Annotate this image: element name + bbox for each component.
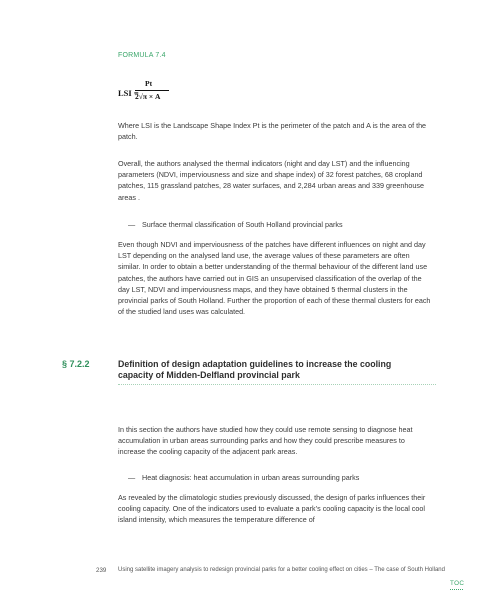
- paragraph-ndvi-imperviousness: Even though NDVI and imperviousness of the patches have different influences on night and day LST depending on the analysed land use, the average values of these parameters are often similar. In order to obtain a better understanding of the thermal behaviour of the different land use patches, the authors have carried out in GIS an unsupervised classification of the overlap of the day LST, NDVI and imperviousness maps, and they have obtained 5 thermal clusters in the provincial parks of South Holland. Further the proportion of each of these thermal clusters for each of the studied land uses was calculated.: [118, 240, 431, 317]
- bullet-dash: —: [128, 220, 136, 229]
- section-title: Definition of design adaptation guidelines to increase the cooling capacity of Midden-Delfland provincial park: [118, 359, 392, 380]
- bullet-text: Heat diagnosis: heat accumulation in urban areas surrounding parks: [142, 473, 360, 482]
- paragraph-climatologic-studies: As revealed by the climatologic studies previously discussed, the design of parks influences their cooling capacity. One of the indicators used to evaluate a park’s cooling capacity is the local cool island intensity, which measures the temperature difference of: [118, 493, 426, 525]
- bullet-heat-diagnosis: [128, 472, 428, 483]
- lsi-formula: [118, 79, 198, 109]
- formula-fraction-bar: [135, 90, 169, 91]
- toc-underline: [450, 589, 463, 590]
- bullet-text: Surface thermal classification of South Holland provincial parks: [142, 220, 343, 229]
- formula-lhs: LSI =: [118, 88, 139, 98]
- paragraph-lsi-definition: Where LSI is the Landscape Shape Index Pt is the perimeter of the patch and A is the area of the patch.: [118, 121, 427, 142]
- formula-label: FORMULA 7.4: [118, 52, 166, 59]
- toc-link[interactable]: TOC: [450, 580, 465, 587]
- section-number: § 7.2.2: [62, 359, 90, 369]
- running-title: Using satellite imagery analysis to redesign provincial parks for a better cooling effect on cities – The case of South Holland: [118, 567, 445, 573]
- bullet-dash: —: [128, 473, 136, 482]
- page-number: 239: [96, 567, 107, 574]
- paragraph-section-intro: In this section the authors have studied how they could use remote sensing to diagnose heat accumulation in urban areas surrounding parks and how they could prescribe measures to increase the cooling capacity of the adjacent park areas.: [118, 425, 413, 457]
- formula-numerator: Pt: [145, 79, 153, 88]
- bullet-surface-classification: [128, 219, 428, 230]
- formula-denominator: 2√π × A: [135, 92, 161, 101]
- section-divider: [118, 384, 436, 385]
- paragraph-thermal-indicators: Overall, the authors analysed the thermal indicators (night and day LST) and the influencing parameters (NDVI, imperviousness and size and shape index) of 32 forest patches, 68 cropland patches, 115 grassland patches, 28 water surfaces, and 2,284 urban areas and 339 greenhouse areas .: [118, 159, 424, 202]
